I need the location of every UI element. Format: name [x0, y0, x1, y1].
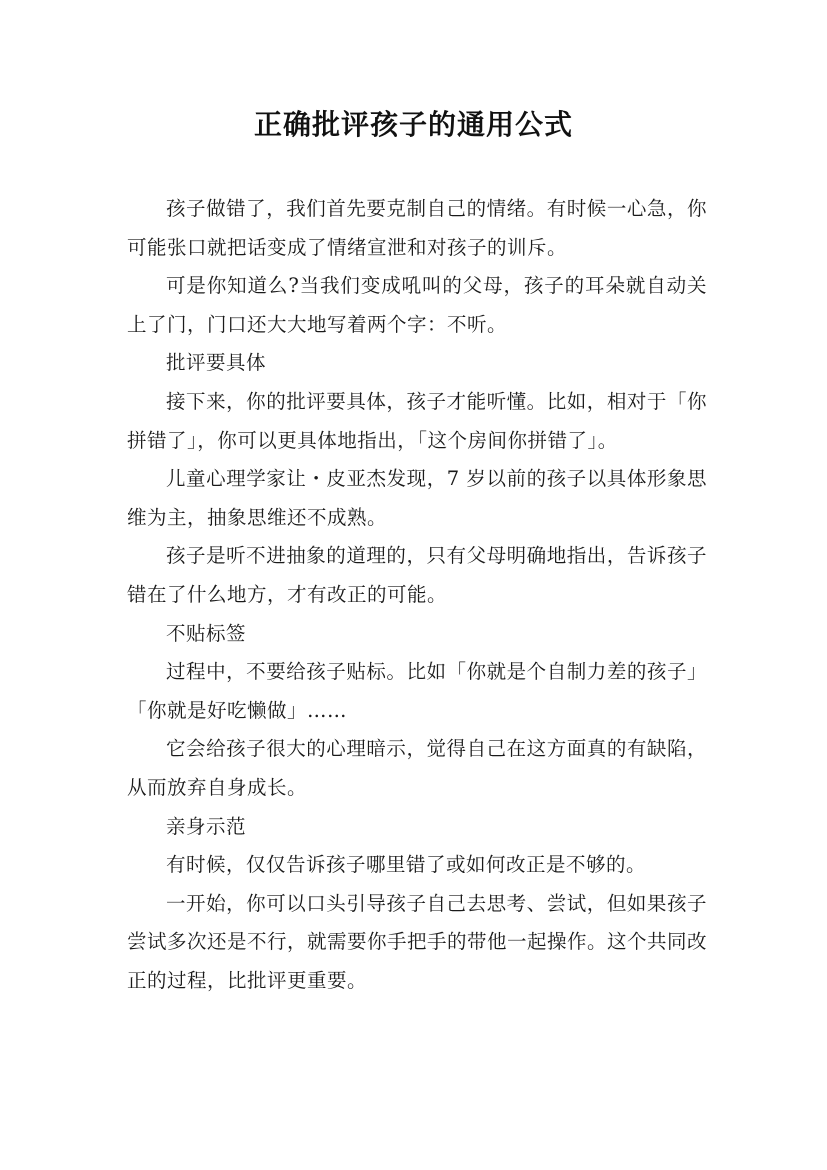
paragraph: 孩子做错了，我们首先要克制自己的情绪。有时候一心急，你可能张口就把话变成了情绪宣泄和对孩子的训斥。 — [127, 197, 707, 259]
paragraph: 它会给孩子很大的心理暗示，觉得自己在这方面真的有缺陷，从而放弃自身成长。 — [127, 737, 707, 799]
section-heading-specific: 批评要具体 — [166, 351, 267, 375]
paragraph: 过程中，不要给孩子贴标。比如「你就是个自制力差的孩子」「你就是好吃懒做」…… — [127, 660, 707, 722]
paragraph: 儿童心理学家让・皮亚杰发现，7 岁以前的孩子以具体形象思维为主，抽象思维还不成熟。 — [127, 467, 707, 529]
paragraph: 孩子是听不进抽象的道理的，只有父母明确地指出，告诉孩子错在了什么地方，才有改正的可能。 — [127, 544, 707, 606]
document-body — [127, 190, 707, 1000]
page-title: 正确批评孩子的通用公式 — [253, 108, 573, 141]
paragraph: 接下来，你的批评要具体，孩子才能听懂。比如，相对于「你拼错了」，你可以更具体地指出，「这个房间你拼错了」。 — [127, 389, 707, 452]
paragraph: 有时候，仅仅告诉孩子哪里错了或如何改正是不够的。 — [166, 853, 647, 877]
paragraph: 可是你知道么?当我们变成吼叫的父母，孩子的耳朵就自动关上了门，门口还大大地写着两个字：不听。 — [127, 274, 707, 336]
paragraph: 一开始，你可以口头引导孩子自己去思考、尝试，但如果孩子尝试多次还是不行，就需要你手把手的带他一起操作。这个共同改正的过程，比批评更重要。 — [127, 891, 708, 992]
section-heading-no-labels: 不贴标签 — [166, 621, 247, 645]
section-heading-demonstrate: 亲身示范 — [166, 814, 247, 838]
